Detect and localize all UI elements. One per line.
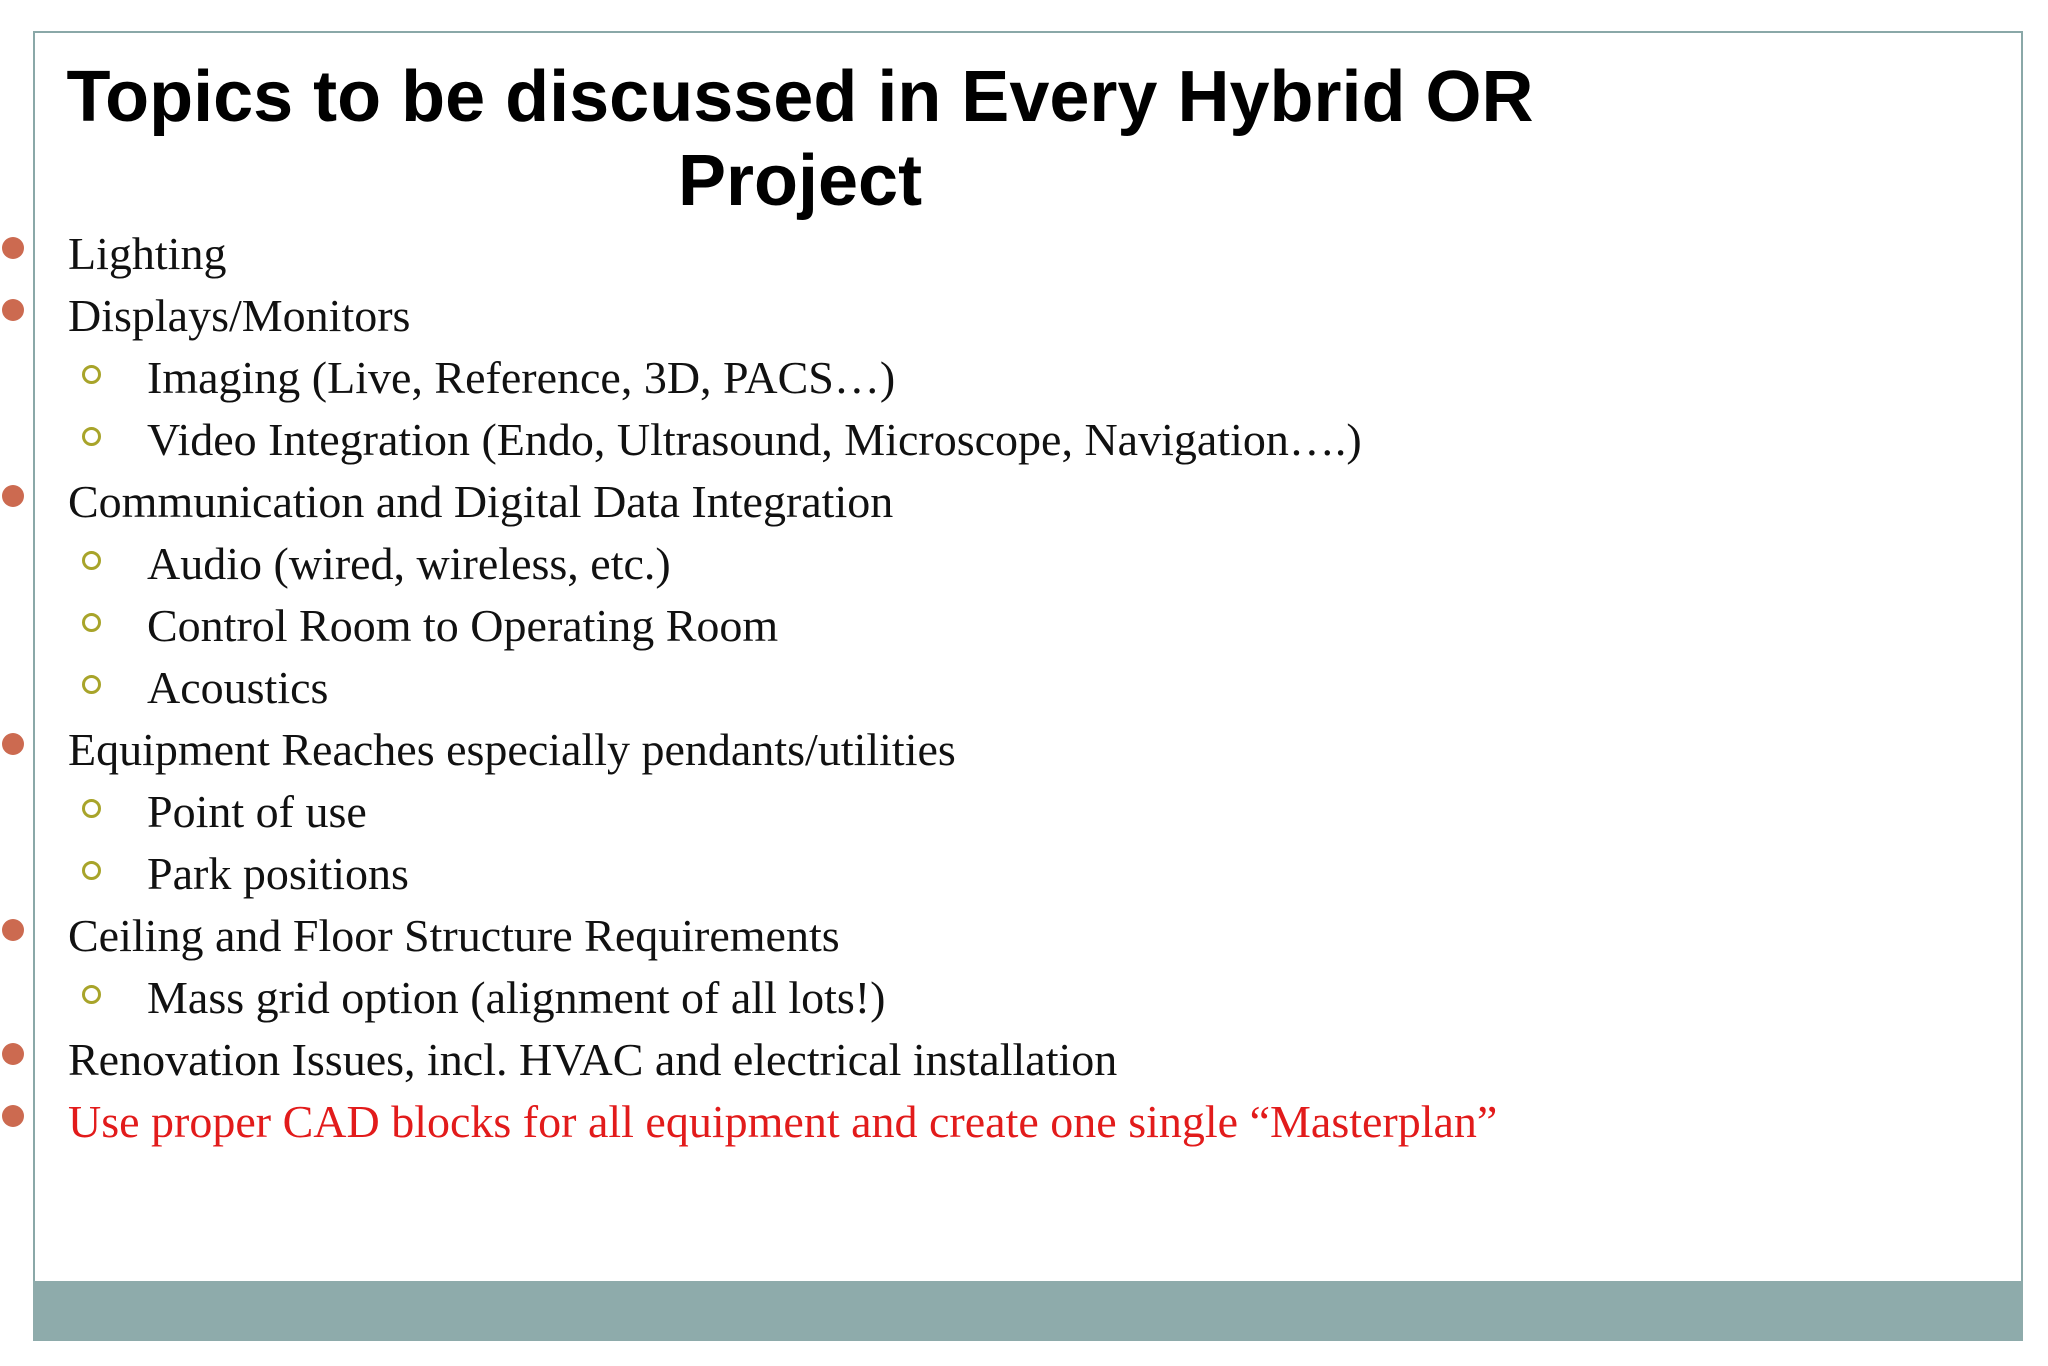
sub-bullet-item bbox=[0, 657, 2000, 719]
bullet-text: Equipment Reaches especially pendants/utilities bbox=[68, 724, 956, 775]
bullet-text: Acoustics bbox=[147, 662, 329, 713]
bullet-item bbox=[0, 223, 2000, 285]
bullet-text: Video Integration (Endo, Ultrasound, Microscope, Navigation….) bbox=[147, 414, 1362, 465]
bullet-dot-icon bbox=[2, 1043, 24, 1065]
bullet-text: Point of use bbox=[147, 786, 367, 837]
sub-bullet-item bbox=[0, 533, 2000, 595]
bullet-dot-icon bbox=[2, 1105, 24, 1127]
bullet-text: Communication and Digital Data Integration bbox=[68, 476, 894, 527]
sub-bullet-item bbox=[0, 409, 2000, 471]
bullet-text: Lighting bbox=[68, 228, 227, 279]
sub-bullet-item bbox=[0, 595, 2000, 657]
bullet-item bbox=[0, 471, 2000, 533]
bullet-item bbox=[0, 1091, 2000, 1153]
sub-bullet-item bbox=[0, 347, 2000, 409]
bullet-text: Displays/Monitors bbox=[68, 290, 411, 341]
sub-bullet-item bbox=[0, 781, 2000, 843]
bullet-dot-icon bbox=[2, 485, 24, 507]
bullet-ring-icon bbox=[82, 675, 101, 694]
bullet-ring-icon bbox=[82, 551, 101, 570]
bullet-dot-icon bbox=[2, 919, 24, 941]
slide-title-line-2: Project bbox=[677, 141, 923, 221]
bullet-text: Ceiling and Floor Structure Requirements bbox=[68, 910, 840, 961]
bullet-dot-icon bbox=[2, 733, 24, 755]
bullet-ring-icon bbox=[82, 613, 101, 632]
bullet-text: Renovation Issues, incl. HVAC and electrical installation bbox=[68, 1034, 1118, 1085]
sub-bullet-item bbox=[0, 967, 2000, 1029]
bullet-ring-icon bbox=[82, 861, 101, 880]
bullet-text: Park positions bbox=[147, 848, 409, 899]
footer-band bbox=[33, 1281, 2023, 1341]
slide-title-line-1: Topics to be discussed in Every Hybrid OR bbox=[66, 57, 1534, 137]
bullet-item bbox=[0, 1029, 2000, 1091]
bullet-item bbox=[0, 905, 2000, 967]
bullet-text: Control Room to Operating Room bbox=[147, 600, 779, 651]
bullet-item bbox=[0, 285, 2000, 347]
bullet-item bbox=[0, 719, 2000, 781]
bullet-text: Mass grid option (alignment of all lots!) bbox=[147, 972, 886, 1023]
bullet-text: Audio (wired, wireless, etc.) bbox=[147, 538, 671, 589]
bullet-ring-icon bbox=[82, 799, 101, 818]
bullet-text: Use proper CAD blocks for all equipment and create one single “Masterplan” bbox=[68, 1096, 1498, 1147]
bullet-dot-icon bbox=[2, 299, 24, 321]
bullet-dot-icon bbox=[2, 237, 24, 259]
sub-bullet-item bbox=[0, 843, 2000, 905]
slide-title bbox=[60, 55, 1540, 223]
bullet-ring-icon bbox=[82, 985, 101, 1004]
bullet-ring-icon bbox=[82, 427, 101, 446]
bullet-text: Imaging (Live, Reference, 3D, PACS…) bbox=[147, 352, 896, 403]
bullet-list bbox=[0, 223, 2000, 1153]
bullet-ring-icon bbox=[82, 365, 101, 384]
